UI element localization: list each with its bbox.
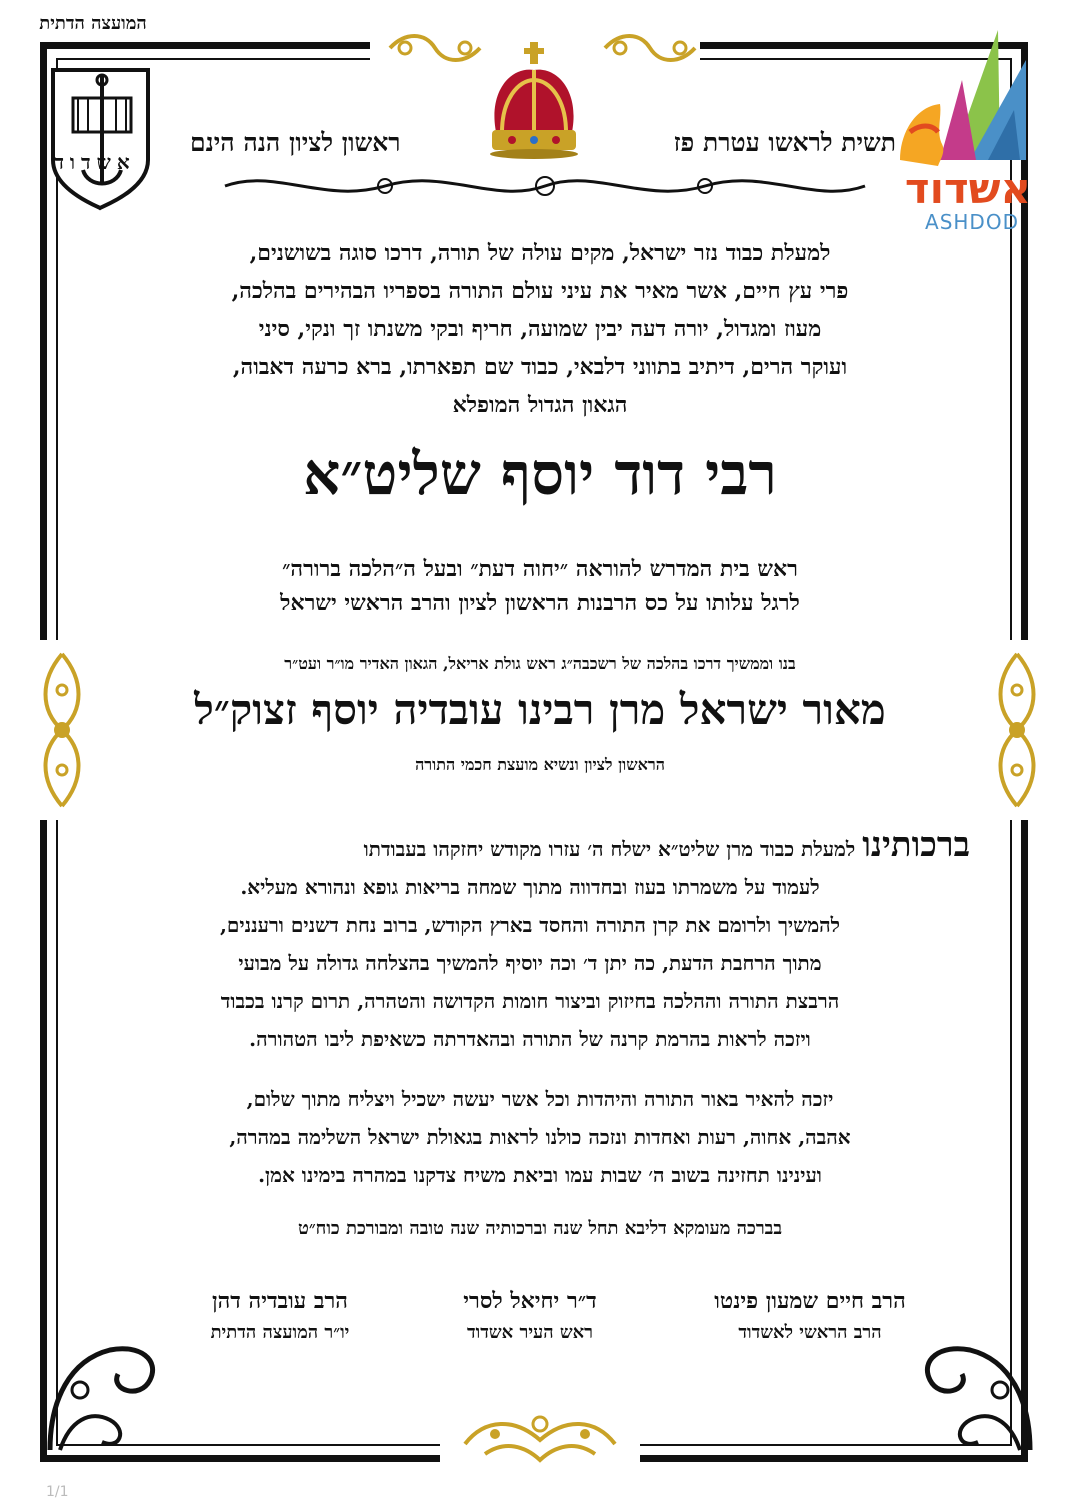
blessing2-line: אהבה, אחוה, רעות ואחדות ונזכה כולנו לראות בגאולת ישראל השלימה במהרה, — [229, 1125, 851, 1149]
gold-flourish-top-right-icon — [600, 30, 700, 66]
honoree-role — [90, 552, 990, 620]
council-logo-city: אשדוד — [54, 150, 136, 174]
signature-block — [410, 1284, 650, 1348]
gold-side-ornament-left-icon — [30, 650, 94, 810]
religious-council-logo-icon — [8, 10, 188, 220]
blessing-line: למעלת כבוד מרן שליט״א ישלח ה׳ עזרו מקודש יחזקהו בעבודתו — [363, 837, 863, 861]
blessing-paragraph — [90, 826, 970, 1058]
honoree-title: רבי דוד יוסף שליט״א — [303, 440, 777, 508]
signature-name: ד״ר יחיאל לסרי — [463, 1288, 597, 1314]
page-indicator: 1/1 — [46, 1484, 69, 1500]
ashdod-logo-english: ASHDOD — [925, 210, 1019, 234]
black-corner-flourish-right-icon — [910, 1330, 1040, 1460]
council-logo-title: המועצה הדתית — [39, 13, 147, 34]
signature-name: הרב עובדיה דהן — [212, 1288, 348, 1314]
closing-line: בברכה מעומקא דליבא תחל שנה וברכותיה שנה טובה ומבורכת כוח״ט — [297, 1218, 783, 1239]
intro-line: ועוקר הרים, דיתיב בתווני דלבאי, כבוד שם תפארתו, ברא כרעה דאבוה, — [232, 354, 848, 380]
black-flourish-divider-icon — [215, 164, 875, 208]
blessing-line: להמשיך ולרומם את קרן התורה והחסד בארץ הקודש, ברוב נחת דשנים ורעננים, — [219, 913, 841, 937]
blessing-line: הרבצת התורה וההלכה בחיזוק וביצור חומות הקדושה והטהרה, תרום קרנו בכבוד — [220, 989, 840, 1013]
blessing2-line: ועינינו תחזינה בשוב ה׳ שבות עמו וביאת משיח צדקנו במהרה בימינו אמן. — [258, 1163, 822, 1187]
intro-line: פרי עץ חיים, אשר מאיר את עיני עולם התורה בספריו הבהירים בהלכה, — [231, 278, 849, 304]
blessing-line: לעמוד על משמרתו בעוז ובחדווה מתוך שמחה בריאות גופא ונהורא מעליא. — [240, 875, 820, 899]
header-verse-right: תשית לראשו עטרת פז — [673, 128, 896, 157]
signature-role: ראש העיר אשדוד — [467, 1322, 593, 1343]
blessing-lead-word: ברכותינו — [862, 825, 970, 865]
signature-name: הרב חיים שמעון פינטו — [714, 1288, 906, 1314]
signature-role: הרב הראשי לאשדוד — [738, 1322, 882, 1343]
father-subtitle: הראשון לציון ונשיא מועצת חכמי התורה — [415, 755, 665, 774]
black-corner-flourish-left-icon — [40, 1330, 170, 1460]
blessing-line: ויזכה לראות בהרמת קרנה של התורה ובהאדרתה כשאיפת ליבו הטהורה. — [249, 1027, 811, 1051]
signature-block — [690, 1284, 930, 1348]
signature-block — [160, 1284, 400, 1348]
blessing2-line: יזכה להאיר באור התורה והיהדות וכל אשר יעשה ישכיל ויצליח מתוך שלום, — [246, 1087, 834, 1111]
role-line: ראש בית המדרש להוראה ״יחוה דעת״ ובעל ה״הלכה ברורה״ — [282, 556, 798, 582]
header-verse-left: ראשון לציון הנה הינם — [190, 128, 401, 157]
gold-flourish-top-left-icon — [385, 30, 485, 66]
blessing-line: מתוך הרחבת הדעת, כה יתן ד׳ וכה יוסיף להמשיך בהצלחה גדולה על מבועי — [238, 951, 822, 975]
signature-role: יו״ר המועצה הדתית — [210, 1322, 350, 1343]
blessing-first-line — [90, 826, 970, 868]
intro-paragraph — [90, 234, 990, 424]
intro-line: הגאון הגדול המופלא — [452, 392, 628, 418]
blessing-second-paragraph — [90, 1080, 990, 1194]
father-intro: בנו וממשיך דרכו בהלכה של רשכבה״ג ראש גולת אריאל, הגאון האדיר מו״ר ועט״ר — [284, 654, 796, 673]
role-line: לרגל עלותו על כס הרבנות הראשון לציון והרב הראשי ישראל — [280, 590, 800, 616]
gold-side-ornament-right-icon — [985, 650, 1049, 810]
gold-flourish-bottom-icon — [455, 1404, 625, 1468]
intro-line: למעלת כבוד נזר ישראל, מקים עולה של תורה, דרכו סוגה בשושנים, — [249, 240, 831, 266]
intro-line: מעוז ומגדול, יורה דעה יבין שמועה, חריף ובקי משנתו זך ונקי, סיני — [258, 316, 822, 342]
father-name: מאור ישראל מרן רבינו עובדיה יוסף זצוק״ל — [194, 685, 886, 734]
crown-icon — [482, 40, 586, 162]
ashdod-logo-hebrew: אשדוד — [904, 164, 1032, 213]
